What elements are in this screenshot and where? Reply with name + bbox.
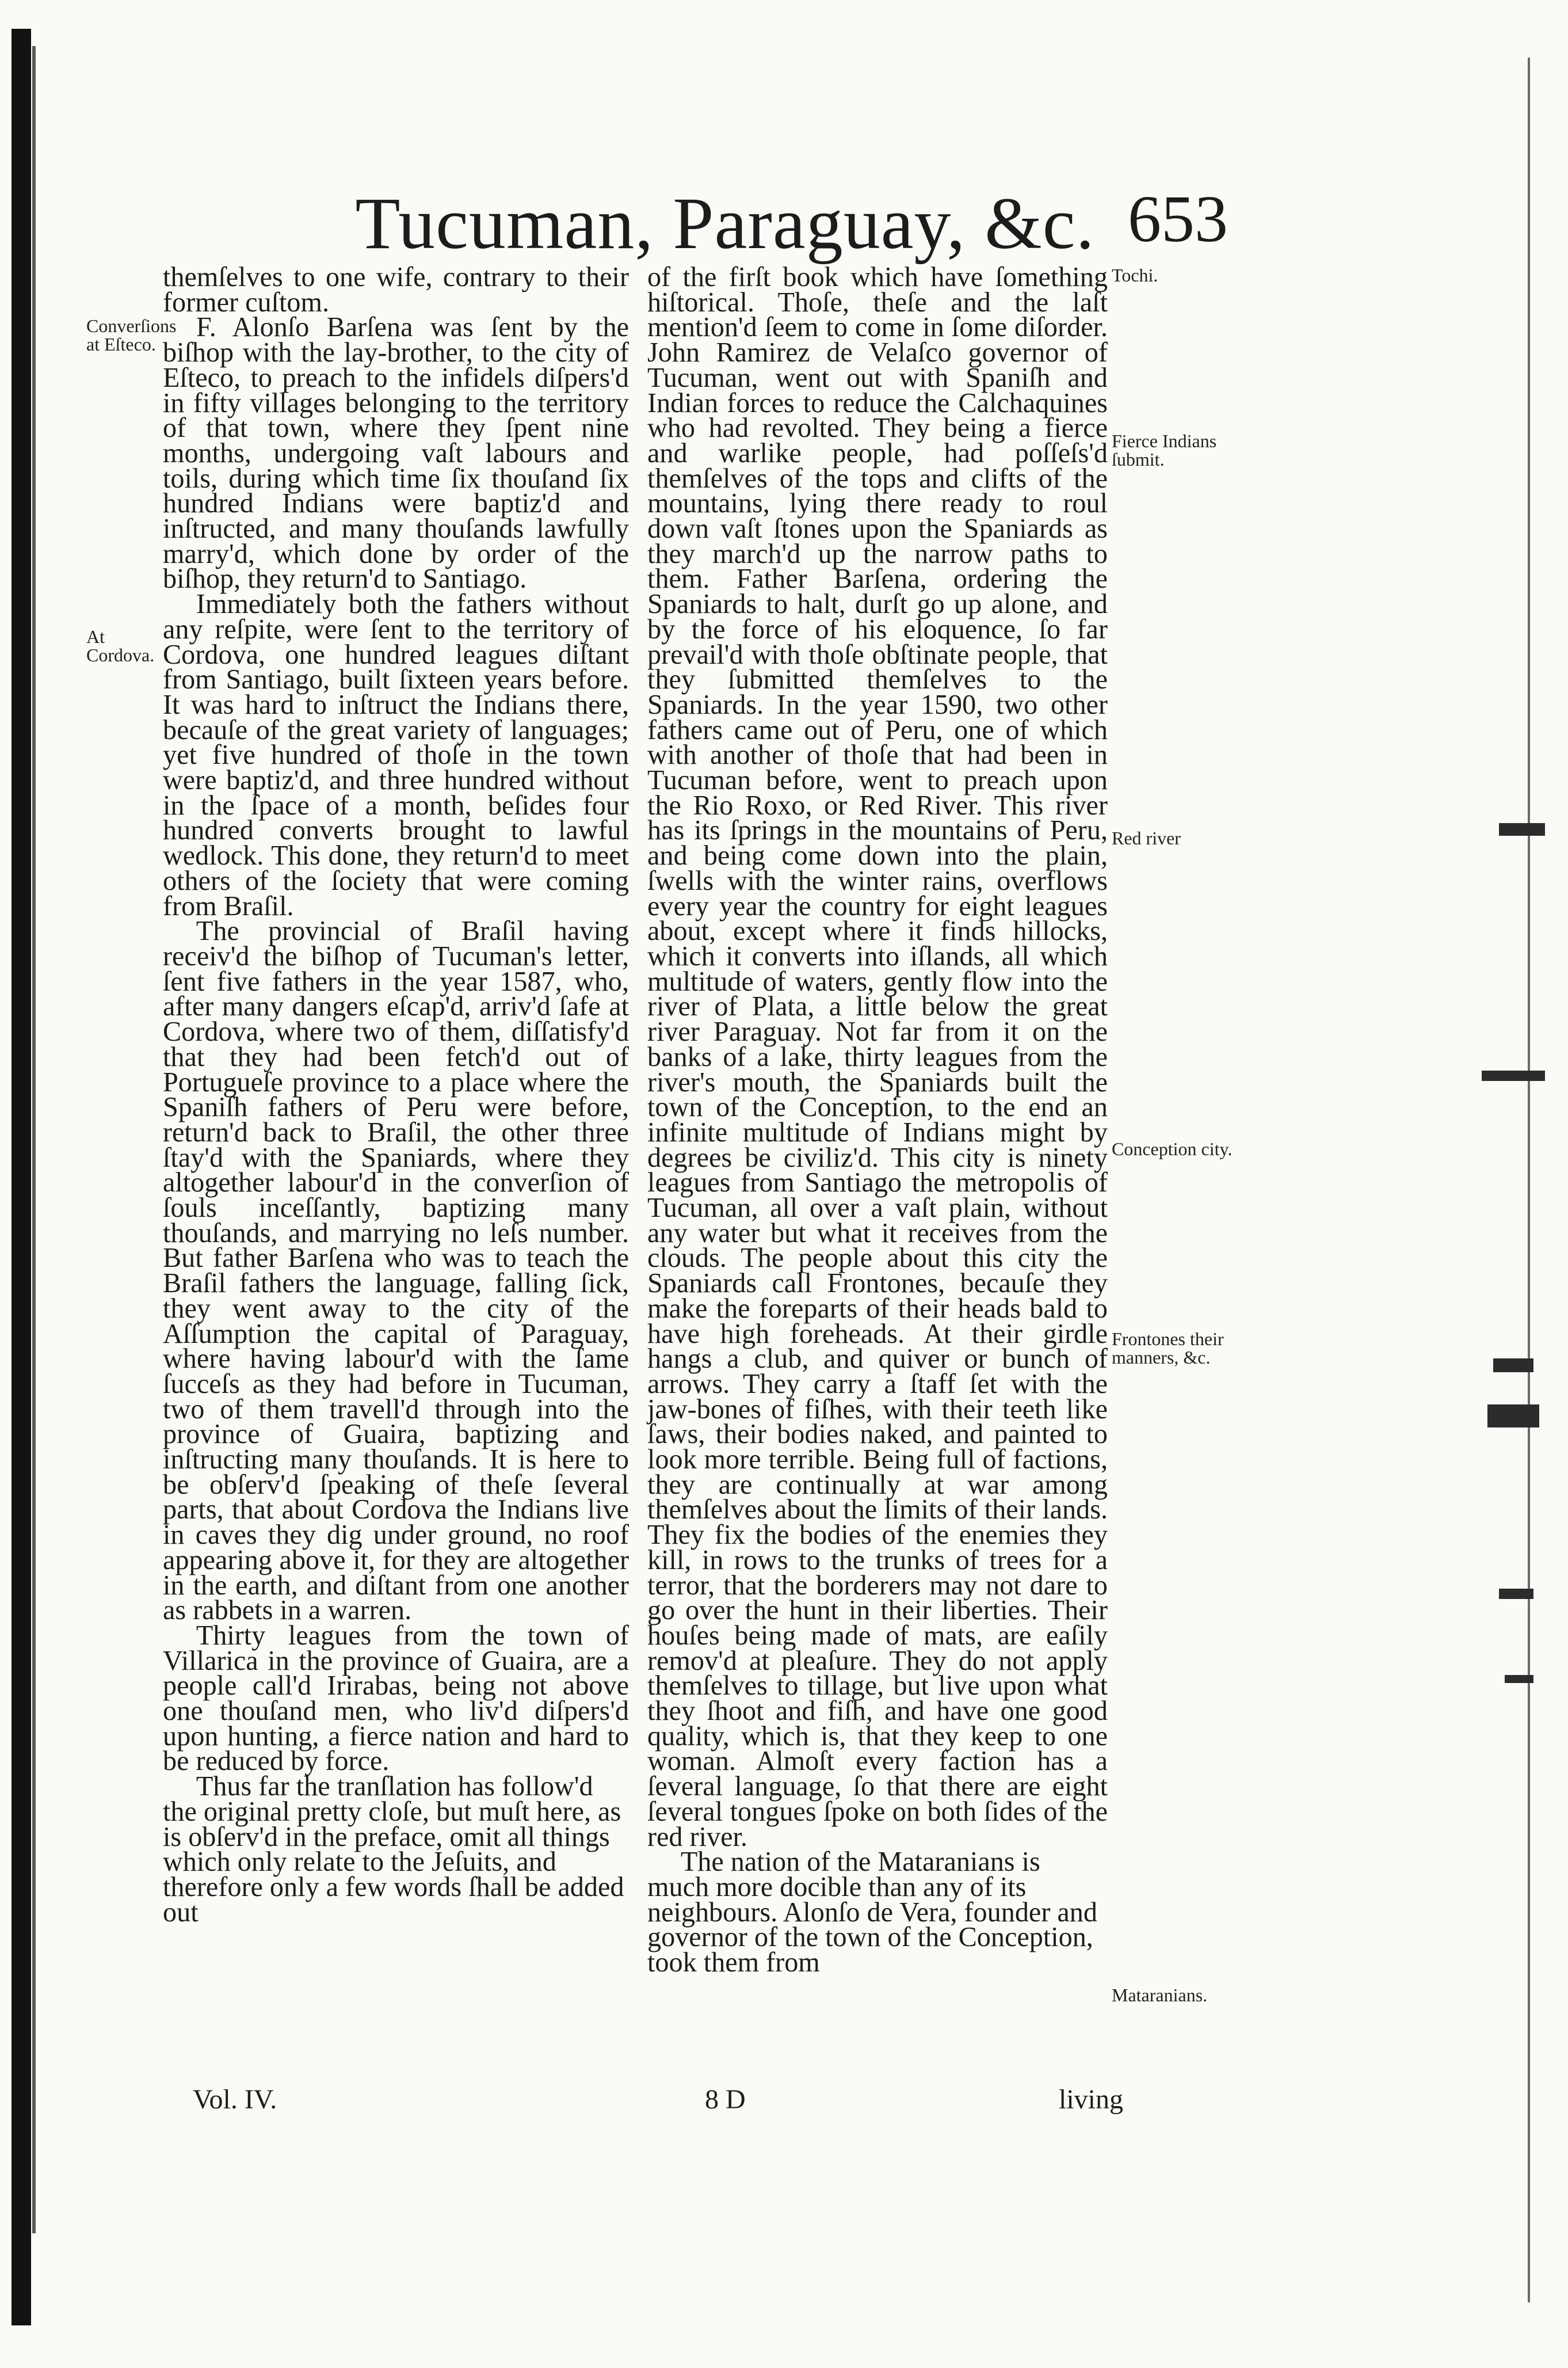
page-footer [0,2084,1568,2124]
margin-note-mataranians: Mataranians. [1112,1985,1208,2005]
margin-note-frontones: Frontones their manners, &c. [1112,1328,1224,1368]
margin-note-conversions-esteco: Converſions at Eſteco. [86,315,177,355]
margin-note-fierce-indians: Fierce Indians ſubmit. [1112,431,1217,470]
paragraph: Immediately both the fathers without any reſpite, were ſent to the territory of Cordova, one hundred leagues diſtant from Santiago, built ſixteen years before. It was hard to inſtruct the Indians there, becauſe of the great variety of languages; yet five hundred of thoſe in the town were baptiz'd, and three hundred without in the ſpace of a month, beſides four hundred converts brought to lawful wedlock. This done, they return'd to meet others of the ſociety that were coming from Braſil. [163,589,629,922]
page-header [0,181,1568,262]
catchword: living [1059,2084,1124,2115]
paragraph: themſelves to one wife, contrary to their former cuſtom. [163,262,629,318]
paragraph: Thirty leagues from the town of Villarica in the province of Guaira, are a people call'd Irirabas, being not above one thouſand men, who liv'd diſpers'd upon hunting, a fierce nation and hard to be reduced by force. [163,1620,629,1777]
paragraph: The nation of the Mataranians is much more docible than any of its neighbours. Alonſo de Vera, founder and governor of the town of the Conception, took them from [647,1847,1097,1978]
volume-label: Vol. IV. [193,2084,277,2115]
signature-mark: 8 D [705,2084,746,2115]
paragraph: The provincial of Braſil having receiv'd the biſhop of Tucuman's letter, ſent five fathers in the year 1587, who, after many dangers eſcap'd, arriv'd ſafe at Cordova, where two of them, diſſatisfy'd that they had been fetch'd out of Portugueſe province to a place where the Spaniſh fathers of Peru were before, return'd back to Braſil, the other three ſtay'd with the Spaniards, where they altogether labour'd in the converſion of ſouls inceſſantly, baptizing many thouſands, and marrying no leſs number. But father Barſena who was to teach the Braſil fathers the language, falling ſick, they went away to the city of the Aſſumption the capital of Paraguay, where having labour'd with the ſame ſucceſs as they had before in Tucuman, two of them travell'd through into the province of Guaira, baptizing and inſtructing many thouſands. It is here to be obſerv'd ſpeaking of theſe ſeveral parts, that about Cordova the Indians live in caves they dig under ground, no roof appearing above it, for they are altogether in the earth, and diſtant from one another as rabbets in a warren. [163,916,629,1626]
margin-note-conception-city: Conception city. [1112,1139,1233,1159]
paragraph: of the firſt book which have ſomething hiſtorical. Thoſe, theſe and the laſt mention'd ſeem to come in ſome diſorder. John Ramirez de Velaſco governor of Tucuman, went out with Spaniſh and Indian forces to reduce the Calchaquines who had revolted. They being a fierce and warlike people, had poſſeſs'd themſelves of the tops and clifts of the mountains, lying there ready to roul down vaſt ſtones upon the Spaniards as they march'd up the narrow paths to them. Father Barſena, ordering the Spaniards to halt, durſt go up alone, and by the force of his eloquence, ſo far prevail'd with thoſe obſtinate people, that they ſubmitted themſelves to the Spaniards. In the year 1590, two other fathers came out of Peru, one of which with another of thoſe that had been in Tucuman before, went to preach upon the Rio Roxo, or Red River. This river has its ſprings in the mountains of Peru, and being come down into the plain, ſwells with the winter rains, overflows every year the country for eight leagues about, except where it finds hillocks, which it converts into iſlands, all which multitude of waters, gently flow into the river of Plata, a little below the great river Paraguay. Not far from it on the banks of a lake, thirty leagues from the river's mouth, the Spaniards built the town of the Conception, to the end an infinite multitude of Indians might by degrees be civiliz'd. This city is ninety leagues from Santiago the metropolis of Tucuman, all over a vaſt plain, without any water but what it receives from the clouds. The people about this city the Spaniards call Frontones, becauſe they make the foreparts of their heads bald to have high foreheads. At their girdle hangs a club, and quiver or bunch of arrows. They carry a ſtaff ſet with the jaw-bones of fiſhes, with their teeth like ſaws, their bodies naked, and painted to look more terrible. Being full of factions, they are continually at war among themſelves about the limits of their lands. They fix the bodies of the enemies they kill, in rows to the trunks of trees for a terror, that the borderers may not dare to go over the hunt in their liberties. Their houſes being made of mats, are eaſily remov'd at pleaſure. They do not apply themſelves to tillage, but live upon what they ſhoot and fiſh, and have one good quality, which is, that they keep to one woman. Almoſt every faction has a ſeveral language, ſo that there are eight ſeveral tongues ſpoke on both ſides of the red river. [647,262,1108,1852]
running-title: Tucuman, Paraguay, &c. [355,182,1095,264]
right-text-column [647,262,1108,1978]
margin-note-at-cordova: At Cordova. [86,626,155,665]
page-edge-line-left [32,46,36,2233]
paragraph: Thus far the tranſlation has follow'd the original pretty cloſe, but muſt here, as is obſerv'd in the preface, omit all things which only relate to the Jeſuits, and therefore only a few words ſhall be added out [163,1771,624,1928]
left-text-column [163,262,629,1928]
page-number: 653 [1128,182,1228,256]
margin-note-tochi: Tochi. [1112,265,1158,285]
page-edge-shadow-left [12,29,31,2325]
page-edge-bleed-right [1413,35,1551,2325]
margin-note-red-river: Red river [1112,828,1181,848]
paragraph: F. Alonſo Barſena was ſent by the biſhop with the lay-brother, to the city of Eſteco, to preach to the infidels diſpers'd in fifty villages belonging to the territory of that town, where they ſpent nine months, undergoing vaſt labours and toils, during which time ſix thouſand ſix hundred Indians were baptiz'd and inſtructed, and many thouſands lawfully marry'd, which done by order of the biſhop, they return'd to Santiago. [163,312,629,595]
